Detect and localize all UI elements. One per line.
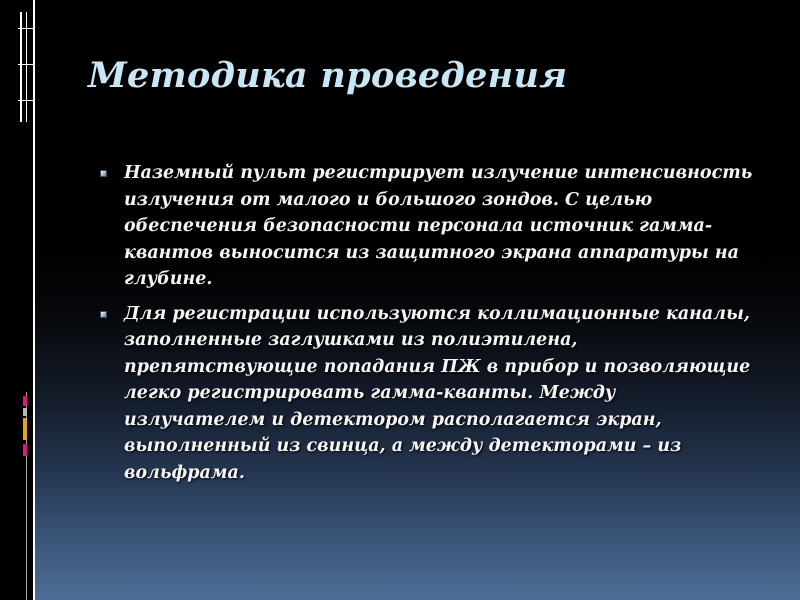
frame-line-horizontal-2 bbox=[18, 64, 34, 65]
accent-gold bbox=[23, 418, 27, 440]
bullet-text: Наземный пульт регистрирует излучение интенсивность излучения от малого и большого зондов. С целью обеспечения безопасности персонала источник гамма-квантов выносится из защитного экрана аппаратуры на глубине. bbox=[124, 163, 753, 289]
frame-line-vertical-1 bbox=[33, 0, 35, 600]
accent-pink-2 bbox=[23, 444, 27, 456]
bullet-text: Для регистрации используются коллимационные каналы, заполненные заглушками из полиэтилена, препятствующие попадания ПЖ в прибор и позволяющие легко регистрировать гамма-кванты. Между излучателем и детектором располагается экран, выполненный из свинца, а между детекторами – из вольфрама. bbox=[124, 303, 751, 483]
bullet-item bbox=[98, 301, 758, 487]
accent-pink-1 bbox=[23, 396, 27, 406]
bullet-item bbox=[98, 160, 758, 293]
left-decorative-bar bbox=[0, 0, 33, 600]
bullet-icon bbox=[100, 170, 107, 177]
frame-line-horizontal-3 bbox=[18, 100, 34, 101]
bullet-list bbox=[98, 160, 758, 494]
slide-title: Методика проведения bbox=[88, 55, 568, 96]
bullet-icon bbox=[100, 311, 107, 318]
frame-line-horizontal-1 bbox=[18, 28, 34, 29]
accent-gray bbox=[23, 408, 27, 416]
